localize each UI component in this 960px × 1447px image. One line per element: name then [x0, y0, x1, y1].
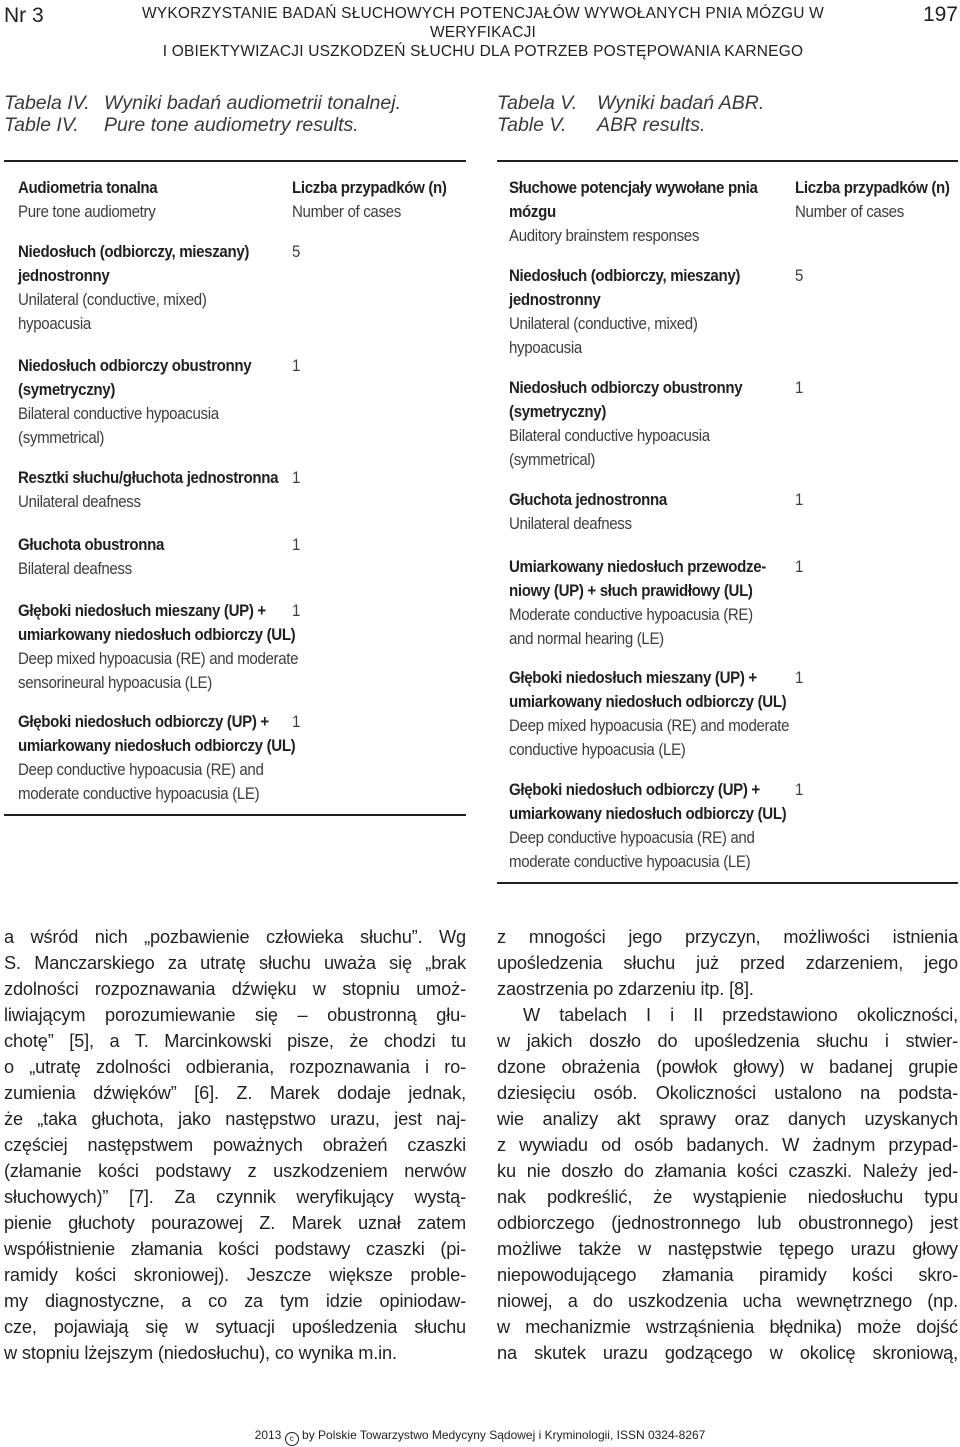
table5-caption-en: ABR results.	[597, 114, 706, 136]
row-en-line: Unilateral (conductive, mixed)	[509, 315, 698, 333]
row-pl-line: Głuchota obustronna	[18, 536, 165, 554]
body-line: W tabelach I i II przedstawiono okoliczności,	[523, 1005, 958, 1025]
table5-header-count-pl: Liczba przypadków (n)	[795, 179, 950, 197]
issue-number: Nr 3	[4, 4, 44, 27]
body-line: nak podkreślić, że wystąpienie niedosłuchu typu	[497, 1187, 958, 1207]
table5-row-2-count	[795, 376, 803, 400]
row-en-line: (symmetrical)	[18, 429, 105, 447]
row-en-line: Deep conductive hypoacusia (RE) and	[509, 829, 755, 847]
row-en-line: and normal hearing (LE)	[509, 630, 664, 648]
body-line: w jakich doszło do upośledzenia słuchu i stwier-	[497, 1031, 958, 1051]
copyright-icon: c	[285, 1432, 299, 1446]
row-en-line: hypoacusia	[509, 339, 582, 357]
table4-row-3-desc	[18, 466, 278, 514]
body-line: na skutek urazu godzącego w okolicę skroniową,	[497, 1343, 958, 1363]
running-title	[118, 4, 848, 61]
body-line: z mnogości jego przyczyn, możliwości istnienia	[497, 927, 958, 947]
row-pl-line: Resztki słuchu/głuchota jednostronna	[18, 469, 279, 487]
body-line: zdolności rozpoznawania dźwięku w stopniu umoż-	[4, 979, 466, 999]
table4-caption-pl-label: Tabela IV.	[4, 92, 90, 114]
table5-row-4-count	[795, 555, 803, 579]
count-value: 1	[292, 536, 301, 554]
table5-header-count-en: Number of cases	[795, 203, 904, 221]
body-line: niowej, a do uszkodzenia ucha wewnętrznego (np.	[497, 1291, 958, 1311]
table5-header-description	[509, 176, 758, 248]
row-pl-line: (symetryczny)	[18, 381, 116, 399]
body-line: ku nie doszło do złamania kości czaszki. Należy jed-	[497, 1161, 958, 1181]
table5	[497, 160, 958, 884]
row-en-line: Unilateral deafness	[18, 493, 141, 511]
body-line: ramidy kości skroniowej). Jeszcze większe proble-	[4, 1265, 466, 1285]
table4-row-5-count	[292, 599, 300, 623]
running-title-line2: I OBIEKTYWIZACJI USZKODZEŃ SŁUCHU DLA POTRZEB POSTĘPOWANIA KARNEGO	[162, 43, 804, 60]
table4	[4, 160, 466, 816]
row-pl-line: Głęboki niedosłuch odbiorczy (UP) +	[18, 713, 269, 731]
table4-row-6-count	[292, 710, 300, 734]
table4-header-description	[18, 176, 157, 224]
row-pl-line: Głęboki niedosłuch mieszany (UP) +	[509, 669, 757, 687]
table5-row-1-desc	[509, 264, 740, 360]
row-pl-line: umiarkowany niedosłuch odbiorczy (UL)	[18, 626, 296, 644]
body-line: niepowodującego złamania piramidy kości skro-	[497, 1265, 958, 1285]
count-value: 1	[795, 558, 804, 576]
body-line: dziesięciu osób. Okoliczności ustalono na podsta-	[497, 1083, 958, 1103]
table5-header-pl-line2: mózgu	[509, 203, 556, 221]
row-en-line: Bilateral conductive hypoacusia	[18, 405, 219, 423]
body-line: a wśród nich „pozbawienie człowieka słuchu”. Wg	[4, 927, 466, 947]
table4-row-4-count	[292, 533, 300, 557]
table4-header-count-en: Number of cases	[292, 203, 401, 221]
table4-header-count-pl: Liczba przypadków (n)	[292, 179, 447, 197]
row-pl-line: umiarkowany niedosłuch odbiorczy (UL)	[18, 737, 296, 755]
footer-text: by Polskie Towarzystwo Medycyny Sądowej i Kryminologii, ISSN 0324-8267	[302, 1428, 706, 1442]
body-line: że „taka głuchota, jako następstwo urazu, jest naj-	[4, 1109, 466, 1129]
row-en-line: Deep mixed hypoacusia (RE) and moderate	[509, 717, 790, 735]
table4-header-en: Pure tone audiometry	[18, 203, 156, 221]
row-en-line: Deep mixed hypoacusia (RE) and moderate	[18, 650, 299, 668]
row-pl-line: Głuchota jednostronna	[509, 491, 667, 509]
table5-row-3-count	[795, 488, 803, 512]
table5-header-en: Auditory brainstem responses	[509, 227, 700, 245]
table5-row-5-count	[795, 666, 803, 690]
table5-row-4-desc	[509, 555, 766, 651]
row-en-line: Bilateral deafness	[18, 560, 132, 578]
body-line: S. Manczarskiego za utratę słuchu uważa się „brak	[4, 953, 466, 973]
table4-caption-en: Pure tone audiometry results.	[104, 114, 359, 136]
count-value: 1	[292, 357, 301, 375]
table5-row-6-desc	[509, 778, 786, 874]
body-line: słuchowych)” [7]. Za czynnik weryfikujący wystą-	[4, 1187, 466, 1207]
row-en-line: sensorineural hypoacusia (LE)	[18, 674, 212, 692]
body-line: cze, pojawiają się w sytuacji upośledzenia słuchu	[4, 1317, 466, 1337]
count-value: 1	[292, 602, 301, 620]
body-line: chotę” [5], a T. Marcinkowski pisze, że chodzi tu	[4, 1031, 466, 1051]
body-line: możliwe także w następstwie tępego urazu głowy	[497, 1239, 958, 1259]
table5-header-pl-line1: Słuchowe potencjały wywołane pnia	[509, 179, 758, 197]
body-line: (złamanie kości podstawy z uszkodzeniem nerwów	[4, 1161, 466, 1181]
table5-row-2-desc	[509, 376, 742, 472]
table5-row-1-count	[795, 264, 803, 288]
body-line: my diagnostyczne, a co za tym idzie opiniodaw-	[4, 1291, 466, 1311]
table5-caption-pl: Wyniki badań ABR.	[597, 92, 765, 114]
count-value: 1	[292, 469, 301, 487]
row-en-line: Deep conductive hypoacusia (RE) and	[18, 761, 264, 779]
row-en-line: moderate conductive hypoacusia (LE)	[509, 853, 751, 871]
table4-row-2-desc	[18, 354, 251, 450]
table4-row-6-desc	[18, 710, 295, 806]
table5-row-6-count	[795, 778, 803, 802]
table4-caption-pl: Wyniki badań audiometrii tonalnej.	[104, 92, 401, 114]
count-value: 5	[795, 267, 804, 285]
body-line: wie analizy akt sprawy oraz danych uzyskanych	[497, 1109, 958, 1129]
row-en-line: Moderate conductive hypoacusia (RE)	[509, 606, 753, 624]
table4-row-5-desc	[18, 599, 301, 695]
page-number: 197	[922, 3, 958, 26]
row-pl-line: Niedosłuch (odbiorczy, mieszany)	[509, 267, 741, 285]
row-pl-line: jednostronny	[18, 267, 110, 285]
table5-caption-pl-label: Tabela V.	[497, 92, 578, 114]
row-pl-line: jednostronny	[509, 291, 601, 309]
body-line: w mechanizmie wstrząśnienia błędnika) może dojść	[497, 1317, 958, 1337]
row-pl-line: Niedosłuch (odbiorczy, mieszany)	[18, 243, 250, 261]
body-line: zaostrzenia po zdarzeniu itp. [8].	[497, 979, 754, 999]
row-pl-line: niowy (UP) + słuch prawidłowy (UL)	[509, 582, 753, 600]
table4-header-pl: Audiometria tonalna	[18, 179, 158, 197]
body-line: w stopniu lżejszym (niedosłuchu), co wynika m.in.	[4, 1343, 397, 1363]
row-pl-line: Niedosłuch odbiorczy obustronny	[18, 357, 252, 375]
row-en-line: Bilateral conductive hypoacusia	[509, 427, 710, 445]
body-column-left	[4, 924, 466, 1366]
running-title-line1: WYKORZYSTANIE BADAŃ SŁUCHOWYCH POTENCJAŁÓW WYWOŁANYCH PNIA MÓZGU W WERYFIKACJI	[141, 5, 825, 41]
row-pl-line: Głęboki niedosłuch odbiorczy (UP) +	[509, 781, 760, 799]
table5-row-3-desc	[509, 488, 667, 536]
row-en-line: moderate conductive hypoacusia (LE)	[18, 785, 260, 803]
table5-caption-en-label: Table V.	[497, 114, 567, 136]
row-pl-line: Głęboki niedosłuch mieszany (UP) +	[18, 602, 266, 620]
body-line: upośledzenia słuchu już przed zdarzeniem, jego	[497, 953, 958, 973]
body-line: o „utratę zdolności odbierania, rozpoznawania i ro-	[4, 1057, 466, 1077]
table4-row-3-count	[292, 466, 300, 490]
row-pl-line: Umiarkowany niedosłuch przewodze-	[509, 558, 766, 576]
body-line: z wywiadu od osób badanych. W żadnym przypad-	[497, 1135, 958, 1155]
table5-row-5-desc	[509, 666, 789, 762]
table4-row-1-desc	[18, 240, 249, 336]
table5-header-count	[795, 176, 950, 224]
row-pl-line: umiarkowany niedosłuch odbiorczy (UL)	[509, 693, 787, 711]
body-line: częściej następstwem poważnych obrażeń czaszki	[4, 1135, 466, 1155]
count-value: 1	[795, 491, 804, 509]
table4-row-4-desc	[18, 533, 164, 581]
count-value: 1	[795, 781, 804, 799]
count-value: 1	[795, 669, 804, 687]
page-footer	[0, 1428, 960, 1446]
count-value: 1	[795, 379, 804, 397]
body-line: dzone obrażenia (powłok głowy) w badanej grupie	[497, 1057, 958, 1077]
body-line: zumienia dźwięków” [6]. Z. Marek dodaje jednak,	[4, 1083, 466, 1103]
table4-row-1-count	[292, 240, 300, 264]
row-en-line: Unilateral (conductive, mixed)	[18, 291, 207, 309]
row-en-line: conductive hypoacusia (LE)	[509, 741, 686, 759]
row-pl-line: (symetryczny)	[509, 403, 607, 421]
table4-row-2-count	[292, 354, 300, 378]
body-line: pienie głuchoty pourazowej Z. Marek uznał zatem	[4, 1213, 466, 1233]
row-en-line: Unilateral deafness	[509, 515, 632, 533]
body-line: liwiającym porozumiewanie się – obustronną głu-	[4, 1005, 466, 1025]
body-line: współistnienie złamania kości podstawy czaszki (pi-	[4, 1239, 466, 1259]
body-column-right	[497, 924, 958, 1366]
row-en-line: (symmetrical)	[509, 451, 596, 469]
count-value: 1	[292, 713, 301, 731]
row-pl-line: Niedosłuch odbiorczy obustronny	[509, 379, 743, 397]
table4-caption	[4, 92, 401, 136]
footer-year: 2013	[254, 1428, 282, 1442]
row-pl-line: umiarkowany niedosłuch odbiorczy (UL)	[509, 805, 787, 823]
table4-caption-en-label: Table IV.	[4, 114, 79, 136]
table4-header-count	[292, 176, 447, 224]
table5-caption	[497, 92, 764, 136]
row-en-line: hypoacusia	[18, 315, 91, 333]
body-line: odbiorczego (jednostronnego lub obustronnego) jest	[497, 1213, 958, 1233]
count-value: 5	[292, 243, 301, 261]
